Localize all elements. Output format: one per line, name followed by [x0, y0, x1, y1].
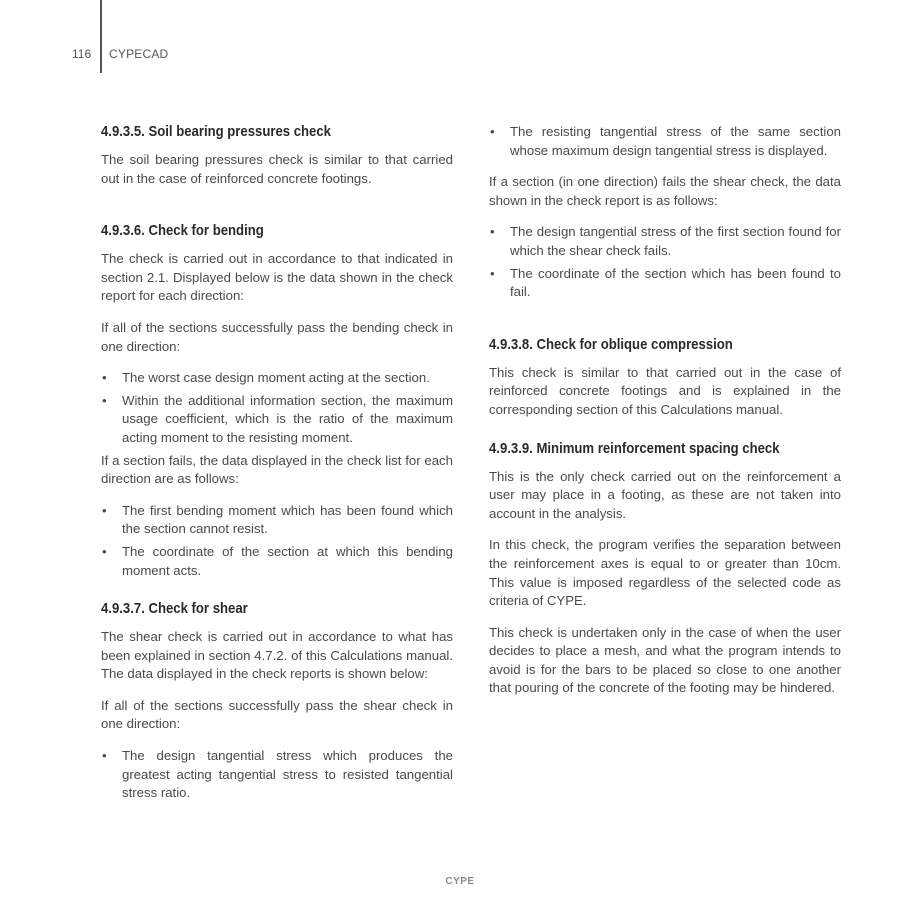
bullet-list — [489, 123, 841, 160]
paragraph: This is the only check carried out on the reinforcement a user may place in a footing, as these are not taken into account in the analysis. — [489, 468, 841, 521]
paragraph: If a section fails, the data displayed in the check list for each direction are as follows: — [101, 452, 453, 487]
list-item: • Within the additional information section, the maximum usage coefficient, which is the ratio of the maximum acting moment to the resisting moment. — [102, 392, 453, 445]
paragraph: If a section (in one direction) fails the shear check, the data shown in the check report is as follows: — [489, 174, 841, 208]
page-number: 116 — [72, 47, 92, 61]
bullet-list — [101, 747, 453, 803]
bullet-icon: • — [102, 502, 107, 518]
list-item: • The first bending moment which has been found which the section cannot resist. — [102, 502, 453, 537]
left-column — [101, 122, 453, 816]
section-heading: 4.9.3.5. Soil bearing pressures check — [101, 124, 331, 140]
paragraph: The soil bearing pressures check is similar to that carried out in the case of reinforced concrete footings. — [101, 152, 453, 186]
bullet-icon: • — [102, 370, 107, 386]
section-4-9-3-7 — [101, 599, 453, 803]
section-heading: 4.9.3.8. Check for oblique compression — [489, 336, 733, 353]
list-item: • The design tangential stress which produces the greatest acting tangential stress to resisted tangential stress ratio. — [102, 748, 453, 801]
bullet-icon: • — [102, 392, 107, 408]
bullet-list — [101, 502, 453, 580]
paragraph: This check is undertaken only in the case of when the user decides to place a mesh, and what the program intends to avoid is for the bars to be placed so close to one another that pouring of the concrete of the footing may be hindered. — [489, 624, 841, 696]
section-4-9-3-5 — [101, 122, 453, 188]
section-4-9-3-9 — [489, 439, 841, 699]
paragraph: The shear check is carried out in accordance to what has been explained in section 4.7.2. of this Calculations manual. The data displayed in the check reports is shown below: — [101, 629, 453, 682]
bullet-icon: • — [490, 124, 495, 139]
bullet-icon: • — [490, 224, 495, 240]
section-heading: 4.9.3.7. Check for shear — [101, 601, 248, 618]
bullet-icon: • — [102, 748, 107, 764]
list-item: • The coordinate of the section which has been found to fail. — [490, 265, 841, 300]
paragraph: If all of the sections successfully pass the shear check in one direction: — [101, 697, 453, 732]
bullet-list — [489, 223, 841, 301]
list-item: • The design tangential stress of the first section found for which the shear check fails. — [490, 224, 841, 258]
bullet-list — [101, 369, 453, 447]
list-item: • The resisting tangential stress of the same section whose maximum design tangential stress is displayed. — [490, 124, 841, 158]
footer-brand: CYPE — [445, 876, 475, 887]
section-4-9-3-6 — [101, 221, 453, 580]
bullet-icon: • — [102, 543, 107, 559]
paragraph: If all of the sections successfully pass the bending check in one direction: — [101, 319, 453, 354]
section-4-9-3-8 — [489, 335, 841, 420]
paragraph: The check is carried out in accordance to that indicated in section 2.1. Displayed below is the data shown in the check report for each direction: — [101, 251, 453, 304]
bullet-icon: • — [490, 265, 495, 281]
section-heading: 4.9.3.6. Check for bending — [101, 223, 264, 240]
paragraph: This check is similar to that carried out in the case of reinforced concrete footings and is explained in the corresponding section of this Calculations manual. — [489, 364, 841, 417]
right-column — [489, 123, 841, 711]
section-4-9-3-7-continued — [489, 123, 841, 302]
list-item: • The coordinate of the section at which this bending moment acts. — [102, 543, 453, 578]
list-item: • The worst case design moment acting at the section. — [101, 369, 453, 388]
paragraph: In this check, the program verifies the separation between the reinforcement axes is equal to or greater than 10cm. This value is imposed regardless of the selected code as criteria of CYPE. — [489, 537, 841, 609]
running-title: CYPECAD — [109, 47, 169, 61]
header-divider-line — [100, 0, 102, 73]
section-heading: 4.9.3.9. Minimum reinforcement spacing check — [489, 440, 780, 457]
